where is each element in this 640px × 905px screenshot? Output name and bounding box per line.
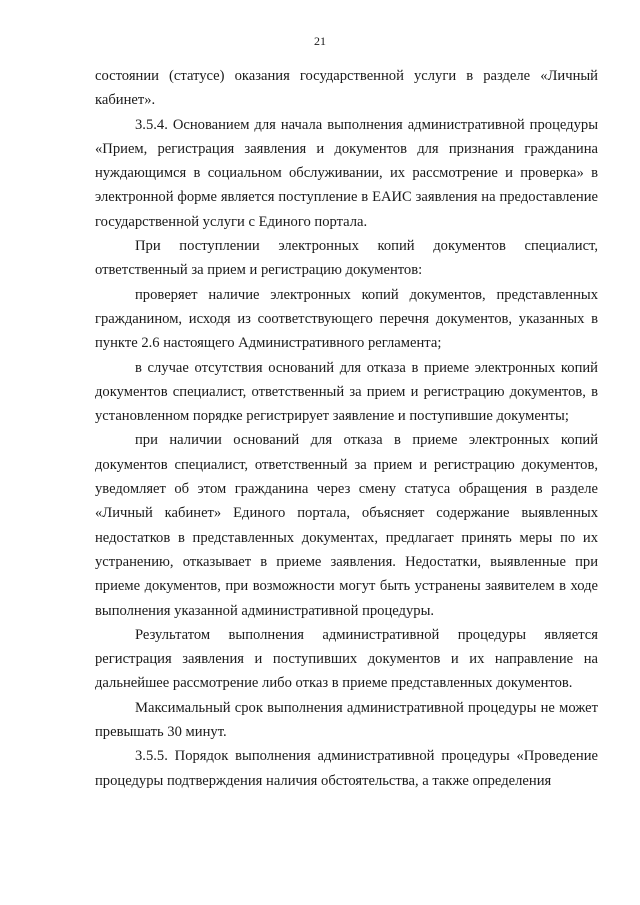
paragraph-checks: проверяет наличие электронных копий документов, представленных гражданином, исходя из соответствующего перечня документов, указанных в пункте 2.6 настоящего Административного регламента;: [95, 286, 598, 352]
paragraph-refusal: при наличии оснований для отказа в приеме электронных копий документов специалист, ответственный за прием и регистрацию документов, уведомляет об этом гражданина через смену статуса обращения в разделе «Личный кабинет» Единого портала, объясняет содержание выявленных недостатков в представленных документах, предлагает принять меры по их устранению, отказывает в приеме заявления. Недостатки, выявленные при приеме документов, при возможности могут быть устранены заявителем в ходе выполнения указанной административной процедуры.: [95, 432, 598, 619]
page-number: 21: [314, 34, 326, 48]
paragraph-3-5-4: 3.5.4. Основанием для начала выполнения административной процедуры «Прием, регистрация заявления и документов для признания гражданина нуждающимся в социальном обслуживании, их рассмотрение и проверка» в электронной форме является поступление в ЕАИС заявления на предоставление государственной услуги с Единого портала.: [95, 116, 598, 230]
paragraph-3-5-5: 3.5.5. Порядок выполнения административной процедуры «Проведение процедуры подтверждения наличия обстоятельства, а также определения: [95, 748, 598, 789]
paragraph-receipt: При поступлении электронных копий документов специалист, ответственный за прием и регистрацию документов:: [95, 238, 598, 279]
paragraph-max-time: Максимальный срок выполнения административной процедуры не может превышать 30 минут.: [95, 699, 598, 741]
paragraph-result: Результатом выполнения административной процедуры является регистрация заявления и поступивших документов и их направление на дальнейшее рассмотрение либо отказ в приеме представленных документов.: [95, 626, 598, 692]
document-body: [95, 64, 598, 793]
paragraph-continuation: состоянии (статусе) оказания государственной услуги в разделе «Личный кабинет».: [95, 68, 598, 109]
paragraph-no-refusal: в случае отсутствия оснований для отказа в приеме электронных копий документов специалист, ответственный за прием и регистрацию документов, в установленном порядке регистрирует заявление и поступившие документы;: [95, 359, 598, 425]
